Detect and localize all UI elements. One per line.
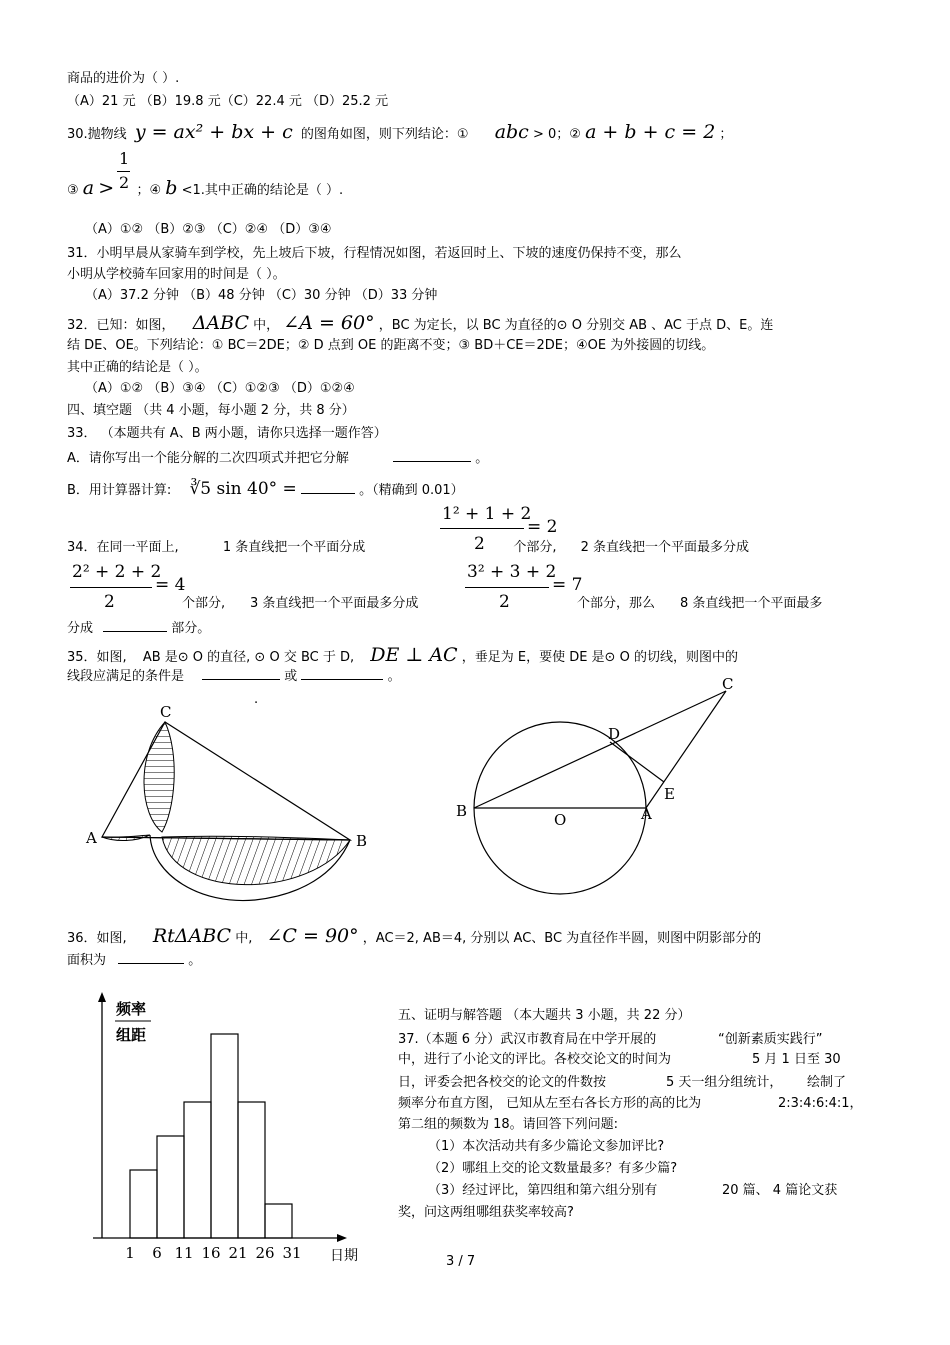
q33-part-a-text: A．请你写出一个能分解的二次四项式并把它分解 <box>67 451 349 466</box>
y-axis-arrow <box>98 992 106 1002</box>
q37-q2: （2）哪组上交的论文数量最多？有多少篇? <box>428 1161 678 1176</box>
histogram-bar <box>157 1136 184 1238</box>
q30-c3-prefix: ③ <box>67 183 79 198</box>
label-o: O <box>554 811 567 829</box>
q33-part-b-formula: ∛5 sin 40° = <box>189 479 297 499</box>
q34-f3-res: = 7 <box>552 575 583 595</box>
q34-line2a: 个部分, <box>182 596 226 611</box>
y-label-top: 频率 <box>116 1000 147 1018</box>
q32-line1 <box>67 312 774 334</box>
q32-line2: 结 DE、OE。下列结论：① BC＝2DE；② D 点到 OE 的距离不变；③ BD＋CE＝2DE；④OE 为外接圆的切线。 <box>67 338 715 353</box>
q35-blank-1[interactable] <box>202 667 280 680</box>
q30-prefix: 30.抛物线 <box>67 127 127 142</box>
q34-f2-den: 2 <box>104 592 115 612</box>
q37-l3a: 日，评委会把各校交的论文的件数按 <box>398 1075 607 1090</box>
section5-heading: 五、证明与解答题 （本大题共 3 小题，共 22 分） <box>398 1008 691 1023</box>
label-b: B <box>356 832 368 850</box>
q35-line1a: 35．如图, <box>67 650 127 665</box>
x-tick-label: 11 <box>174 1244 194 1262</box>
q34-line1b: 1 条直线把一个平面分成 <box>222 540 366 555</box>
q35-line2c: 。 <box>387 669 401 684</box>
q35-line1c: ，垂足为 E，要使 DE 是⊙ O 的切线，则图中的 <box>461 650 738 665</box>
q32-f-triangle: ΔABC <box>192 312 249 334</box>
q36-mid: 中, <box>235 931 253 946</box>
q34-f2-num: 2² + 2 + 2 <box>72 562 162 582</box>
q32-f-angle: ∠A = 60° <box>283 312 375 334</box>
x-axis-arrow <box>337 1234 347 1242</box>
q34-f1-num: 1² + 1 + 2 <box>442 504 532 524</box>
histogram-bar <box>238 1102 265 1238</box>
label-e: E <box>664 785 675 803</box>
lune-ac <box>144 722 174 832</box>
x-tick-label: 6 <box>152 1244 162 1262</box>
label-a: A <box>641 805 652 823</box>
q35-line2a: 线段应满足的条件是 <box>67 669 185 684</box>
q36-line2 <box>67 951 201 969</box>
q35-line2 <box>67 667 401 685</box>
q29-tail: 商品的进价为（ ）. <box>67 71 180 86</box>
q34-line1a: 34．在同一平面上, <box>67 540 179 555</box>
histogram-bar <box>184 1102 211 1238</box>
q37-l5: 第二组的频数为 18。请回答下列问题: <box>398 1117 619 1132</box>
page-number: 3 / 7 <box>446 1254 476 1269</box>
q34-line3a: 分成 <box>67 621 94 636</box>
q34-f3-den: 2 <box>499 592 510 612</box>
histogram-bar <box>211 1034 238 1238</box>
x-tick-label: 21 <box>228 1244 248 1262</box>
lune-bc-bottom <box>162 836 350 884</box>
label-b: B <box>456 802 468 820</box>
q34-line1d: 2 条直线把一个平面最多分成 <box>580 540 750 555</box>
q33-part-b <box>67 481 464 499</box>
triangle-abc <box>102 722 350 840</box>
q30-f3-var: a <box>82 177 95 199</box>
q35-blank-2[interactable] <box>301 667 383 680</box>
q30-text1: 的图角如图，则下列结论：① <box>300 127 469 142</box>
q30-f1-rel: > 0；② <box>532 127 581 142</box>
q33-part-b-blank[interactable] <box>301 481 355 494</box>
label-c: C <box>722 675 734 693</box>
q30-line1 <box>67 121 733 152</box>
q34-f1-bar <box>440 528 524 529</box>
y-label-bottom: 组距 <box>116 1026 147 1044</box>
q37-l1b: “创新素质实践行” <box>718 1032 823 1047</box>
q36-f2: ∠C = 90° <box>266 925 359 947</box>
q33-part-a-end: 。 <box>475 451 489 466</box>
q34-line2b: 3 条直线把一个平面最多分成 <box>250 596 419 611</box>
q33-line1: 33． （本题共有 A、B 两小题，请你只选择一题作答） <box>67 426 387 441</box>
q30-half-bar <box>117 171 130 172</box>
q30-gt: > <box>98 177 115 199</box>
q36-blank[interactable] <box>118 951 184 964</box>
q34-f2-res: = 4 <box>155 575 186 595</box>
q30-c4-prefix: ；④ <box>136 183 162 198</box>
q37-l4b: 2:3:4:6:4:1， <box>778 1096 863 1111</box>
q34-line2d: 8 条直线把一个平面最多 <box>680 596 823 611</box>
q35-formula: DE ⊥ AC <box>370 644 458 666</box>
q37-l1a: 37.（本题 6 分）武汉市教育局在中学开展的 <box>398 1032 657 1047</box>
q34-blank[interactable] <box>103 619 167 632</box>
q30-half-num: 1 <box>119 149 130 168</box>
q35-dot: . <box>254 692 259 707</box>
x-tick-label: 31 <box>282 1244 302 1262</box>
q35-line2b: 或 <box>284 669 298 684</box>
q34-f1-den: 2 <box>474 534 485 554</box>
q34-f1-res: = 2 <box>527 517 558 537</box>
q30-text2: <1.其中正确的结论是（ ）. <box>181 183 344 198</box>
q36-line1-tail: ，AC＝2, AB＝4, 分别以 AC、BC 为直径作半圆，则图中阴影部分的 <box>362 931 762 946</box>
q33-part-b-end: 。（精确到 0.01） <box>359 483 464 498</box>
q33-part-a-blank[interactable] <box>393 449 471 462</box>
q32-line1-tail: ，BC 为定长，以 BC 为直径的⊙ O 分别交 AB 、AC 于点 D、E。连 <box>378 318 774 333</box>
q30-line2 <box>67 177 344 199</box>
q33-part-b-text: B．用计算器计算: <box>67 483 172 498</box>
x-tick-label: 1 <box>125 1244 135 1262</box>
q36-line1 <box>67 925 762 947</box>
label-a: A <box>86 829 97 847</box>
q37-l3b: 5 天一组分组统计， <box>666 1075 783 1090</box>
q30-f2: a + b + c = 2 <box>585 121 716 143</box>
q30-formula: y = ax² + bx + c <box>134 121 293 143</box>
q32-line3: 其中正确的结论是（ ）。 <box>67 360 208 375</box>
q37-q3b: 20 篇、 4 篇论文获 <box>722 1183 838 1198</box>
q37-l2a: 中，进行了小论文的评比。各校交论文的时间为 <box>398 1052 672 1067</box>
label-c: C <box>160 703 172 721</box>
q34-line1 <box>67 540 749 556</box>
q34-line3 <box>67 619 210 637</box>
section4-heading: 四、填空题 （共 4 小题，每小题 2 分，共 8 分） <box>67 403 355 418</box>
q30-half-den: 2 <box>119 173 130 192</box>
q36-line2b: 。 <box>188 953 202 968</box>
histogram-bar <box>130 1170 157 1238</box>
histogram-bar <box>265 1204 292 1238</box>
q30-options: （A）①② （B）②③ （C）②④ （D）③④ <box>85 222 332 237</box>
q37-q3c: 奖，问这两组哪组获奖率较高? <box>398 1205 574 1220</box>
q30-f4-var: b <box>165 177 178 199</box>
q34-line1c: 个部分, <box>513 540 557 555</box>
q34-f3-bar <box>465 587 549 588</box>
label-d: D <box>608 725 621 743</box>
q30-semi: ； <box>719 127 733 142</box>
q35-line1 <box>67 644 738 666</box>
q37-l4a: 频率分布直方图， 已知从左至右各长方形的高的比为 <box>398 1096 702 1111</box>
q31-line2: 小明从学校骑车回家用的时间是（ ）。 <box>67 267 286 282</box>
q36-f1: RtΔABC <box>152 925 232 947</box>
histogram-figure <box>85 990 375 1270</box>
q32-mid: 中， <box>253 318 280 333</box>
q37-q3a: （3）经过评比，第四组和第六组分别有 <box>428 1183 658 1198</box>
q37-l2b: 5 月 1 日至 30 <box>752 1052 841 1067</box>
figure-triangle-semicircles <box>80 700 380 910</box>
q32-prefix: 32．已知：如图， <box>67 318 175 333</box>
q37-q1: （1）本次活动共有多少篇论文参加评比? <box>428 1139 665 1154</box>
q35-line1b: AB 是⊙ O 的直径, ⊙ O 交 BC 于 D, <box>142 650 355 665</box>
q36-line2a: 面积为 <box>67 953 107 968</box>
q31-options: （A）37.2 分钟 （B）48 分钟 （C）30 分钟 （D）33 分钟 <box>85 288 438 303</box>
x-tick-label: 16 <box>201 1244 221 1262</box>
q34-f2-bar <box>70 587 152 588</box>
q34-f3-num: 3² + 3 + 2 <box>467 562 557 582</box>
q34-line3b: 部分。 <box>171 621 211 636</box>
q30-f1: abc <box>494 121 529 143</box>
x-label: 日期 <box>330 1248 358 1264</box>
q37-l3c: 绘制了 <box>807 1075 847 1090</box>
q32-options: （A）①② （B）③④ （C）①②③ （D）①②④ <box>85 381 355 396</box>
x-tick-label: 26 <box>255 1244 275 1262</box>
q31-line1: 31．小明早晨从家骑车到学校，先上坡后下坡，行程情况如图，若返回时上、下坡的速度仍保持不变，那么 <box>67 246 682 261</box>
q33-part-a <box>67 449 488 467</box>
q29-options: （A）21 元 （B）19.8 元（C）22.4 元 （D）25.2 元 <box>67 94 389 109</box>
q34-line2c: 个部分，那么 <box>577 596 656 611</box>
figure-circle-tangent <box>450 675 750 905</box>
q36-prefix: 36．如图, <box>67 931 127 946</box>
